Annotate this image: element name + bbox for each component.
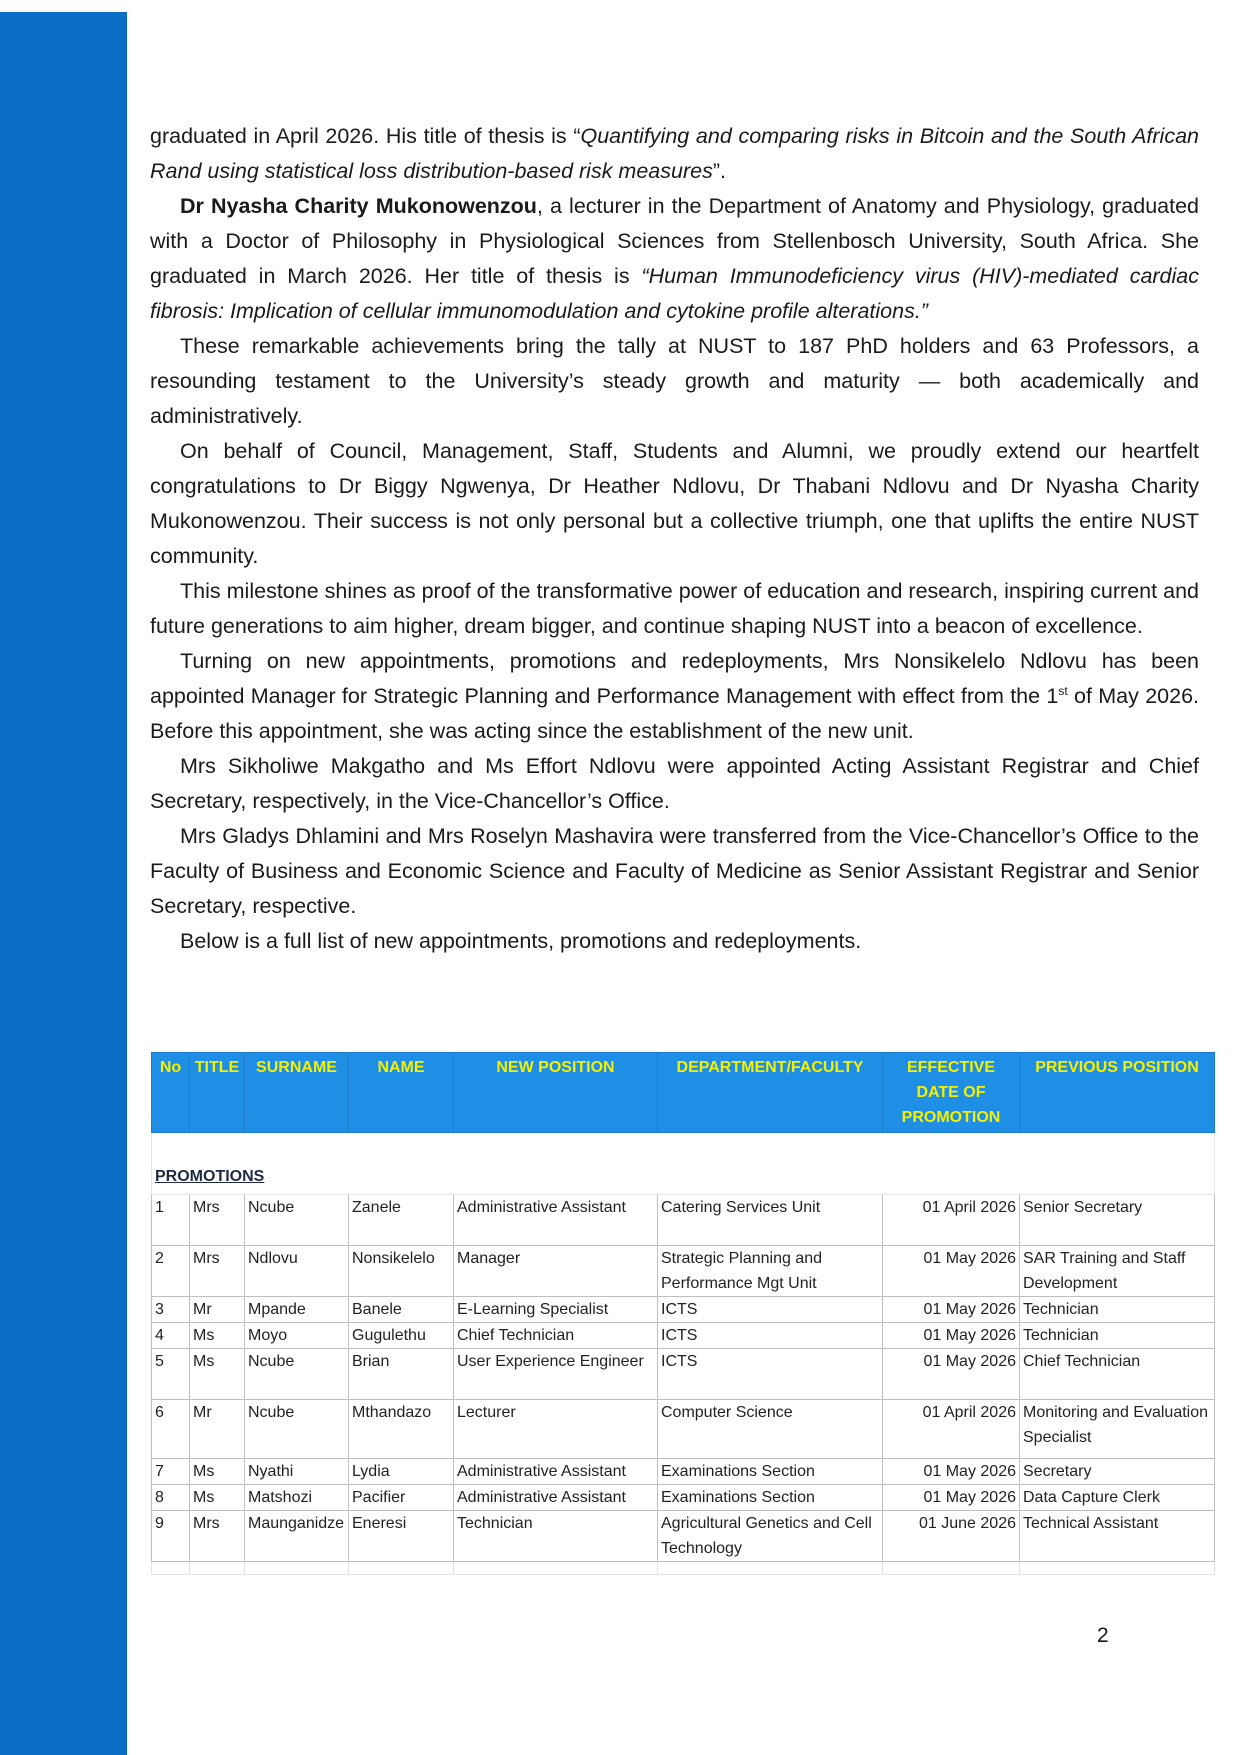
- cell-new-position: Chief Technician: [454, 1323, 658, 1349]
- cell-title: Ms: [190, 1459, 245, 1485]
- paragraph-text: ”.: [712, 159, 726, 183]
- table-row: [152, 1511, 1215, 1562]
- cell-date: 01 May 2026: [883, 1246, 1020, 1297]
- paragraph-6: [150, 644, 1199, 749]
- cell-surname: Ncube: [245, 1195, 349, 1246]
- page-number: 2: [1097, 1624, 1109, 1647]
- paragraph-9: Below is a full list of new appointments, promotions and redeployments.: [180, 929, 862, 953]
- cell-title: Mr: [190, 1400, 245, 1459]
- cell-department: Examinations Section: [658, 1459, 883, 1485]
- cell-department: ICTS: [658, 1297, 883, 1323]
- cell-new-position: Administrative Assistant: [454, 1459, 658, 1485]
- cell-title: Mrs: [190, 1246, 245, 1297]
- paragraph-8: Mrs Gladys Dhlamini and Mrs Roselyn Mashavira were transferred from the Vice-Chancellor’s Office to the Faculty of Business and Economic Science and Faculty of Medicine as Senior Assistant Registrar and Senior Secretary, respective.: [150, 824, 1199, 918]
- cell-surname: Matshozi: [245, 1485, 349, 1511]
- cell-department: ICTS: [658, 1349, 883, 1400]
- table-row: [152, 1485, 1215, 1511]
- cell-surname: Ndlovu: [245, 1246, 349, 1297]
- cell-surname: Moyo: [245, 1323, 349, 1349]
- cell-previous: Technician: [1020, 1297, 1215, 1323]
- cell-name: Pacifier: [349, 1485, 454, 1511]
- cell-name: Banele: [349, 1297, 454, 1323]
- cell-previous: Data Capture Clerk: [1020, 1485, 1215, 1511]
- cell-previous: Technical Assistant: [1020, 1511, 1215, 1562]
- paragraph-3: These remarkable achievements bring the tally at NUST to 187 PhD holders and 63 Professors, a resounding testament to the University’s steady growth and maturity — both academically and administratively.: [150, 334, 1199, 428]
- cell-department: Agricultural Genetics and Cell Technology: [658, 1511, 883, 1562]
- column-header: EFFECTIVE DATE OF PROMOTION: [883, 1053, 1020, 1133]
- cell-name: Eneresi: [349, 1511, 454, 1562]
- article-body: [150, 119, 1199, 959]
- cell-no: 7: [152, 1459, 190, 1485]
- promotions-table-container: [151, 1052, 1214, 1560]
- table-row: [152, 1323, 1215, 1349]
- paragraph-text: , a lecturer in the Department of Anatomy and Physiology, graduated with a Doctor of Philosophy in Physiological Sciences from Stellenbosch University, South Africa. She graduated in March 2026. Her title of thesis is: [150, 194, 1199, 288]
- cell-surname: Ncube: [245, 1400, 349, 1459]
- cell-date: 01 May 2026: [883, 1323, 1020, 1349]
- table-row-empty: [152, 1562, 1215, 1575]
- paragraph-text: graduated in April 2026. His title of thesis is “: [150, 124, 581, 148]
- cell-no: 4: [152, 1323, 190, 1349]
- cell-title: Mr: [190, 1297, 245, 1323]
- table-title-row: [152, 1133, 1215, 1195]
- ordinal-suffix: st: [1058, 683, 1068, 698]
- cell-previous: Chief Technician: [1020, 1349, 1215, 1400]
- cell-surname: Maunganidze: [245, 1511, 349, 1562]
- thesis-title: Quantifying and comparing risks in Bitcoin and the South African Rand using statistical loss distribution-based risk measures: [150, 124, 1199, 183]
- table-row: [152, 1349, 1215, 1400]
- cell-no: 9: [152, 1511, 190, 1562]
- cell-surname: Nyathi: [245, 1459, 349, 1485]
- paragraph-7: Mrs Sikholiwe Makgatho and Ms Effort Ndlovu were appointed Acting Assistant Registrar and Chief Secretary, respectively, in the Vice-Chancellor’s Office.: [150, 754, 1199, 813]
- cell-title: Mrs: [190, 1195, 245, 1246]
- cell-no: 6: [152, 1400, 190, 1459]
- cell-date: 01 May 2026: [883, 1349, 1020, 1400]
- cell-new-position: Administrative Assistant: [454, 1485, 658, 1511]
- person-name: Dr Nyasha Charity Mukonowenzou: [180, 194, 537, 218]
- cell-no: 8: [152, 1485, 190, 1511]
- paragraph-1: [150, 119, 1199, 189]
- cell-name: Lydia: [349, 1459, 454, 1485]
- cell-title: Ms: [190, 1349, 245, 1400]
- column-header: No: [152, 1053, 190, 1133]
- cell-surname: Ncube: [245, 1349, 349, 1400]
- promotions-table: [151, 1052, 1215, 1575]
- cell-department: Computer Science: [658, 1400, 883, 1459]
- side-bar: [0, 12, 127, 1755]
- column-header: PREVIOUS POSITION: [1020, 1053, 1215, 1133]
- paragraph-2: [150, 189, 1199, 329]
- cell-name: Gugulethu: [349, 1323, 454, 1349]
- paragraph-text: of May 2026. Before this appointment, she was acting since the establishment of the new unit.: [150, 684, 1199, 743]
- cell-previous: Technician: [1020, 1323, 1215, 1349]
- cell-new-position: E-Learning Specialist: [454, 1297, 658, 1323]
- cell-previous: Senior Secretary: [1020, 1195, 1215, 1246]
- cell-department: ICTS: [658, 1323, 883, 1349]
- cell-title: Mrs: [190, 1511, 245, 1562]
- thesis-title: “Human Immunodeficiency virus (HIV)-mediated cardiac fibrosis: Implication of cellular immunomodulation and cytokine profile alterations.”: [150, 264, 1199, 323]
- cell-date: 01 April 2026: [883, 1400, 1020, 1459]
- table-row: [152, 1246, 1215, 1297]
- cell-date: 01 May 2026: [883, 1459, 1020, 1485]
- cell-no: 3: [152, 1297, 190, 1323]
- column-header: TITLE: [190, 1053, 245, 1133]
- paragraph-5: This milestone shines as proof of the transformative power of education and research, inspiring current and future generations to aim higher, dream bigger, and continue shaping NUST into a beacon of excellence.: [150, 579, 1199, 638]
- cell-name: Zanele: [349, 1195, 454, 1246]
- cell-date: 01 May 2026: [883, 1485, 1020, 1511]
- cell-name: Brian: [349, 1349, 454, 1400]
- cell-date: 01 May 2026: [883, 1297, 1020, 1323]
- cell-new-position: Technician: [454, 1511, 658, 1562]
- column-header: NEW POSITION: [454, 1053, 658, 1133]
- cell-title: Ms: [190, 1485, 245, 1511]
- column-header: NAME: [349, 1053, 454, 1133]
- cell-surname: Mpande: [245, 1297, 349, 1323]
- cell-title: Ms: [190, 1323, 245, 1349]
- cell-new-position: Administrative Assistant: [454, 1195, 658, 1246]
- cell-name: Nonsikelelo: [349, 1246, 454, 1297]
- table-row: [152, 1297, 1215, 1323]
- column-header: SURNAME: [245, 1053, 349, 1133]
- cell-no: 2: [152, 1246, 190, 1297]
- table-title: PROMOTIONS: [155, 1168, 265, 1185]
- cell-date: 01 June 2026: [883, 1511, 1020, 1562]
- cell-no: 5: [152, 1349, 190, 1400]
- cell-department: Catering Services Unit: [658, 1195, 883, 1246]
- cell-new-position: Lecturer: [454, 1400, 658, 1459]
- cell-previous: SAR Training and Staff Development: [1020, 1246, 1215, 1297]
- cell-previous: Secretary: [1020, 1459, 1215, 1485]
- column-header: DEPARTMENT/FACULTY: [658, 1053, 883, 1133]
- table-row: [152, 1195, 1215, 1246]
- table-header-row: [152, 1053, 1215, 1133]
- cell-department: Examinations Section: [658, 1485, 883, 1511]
- table-row: [152, 1400, 1215, 1459]
- table-row: [152, 1459, 1215, 1485]
- cell-name: Mthandazo: [349, 1400, 454, 1459]
- paragraph-4: On behalf of Council, Management, Staff, Students and Alumni, we proudly extend our heartfelt congratulations to Dr Biggy Ngwenya, Dr Heather Ndlovu, Dr Thabani Ndlovu and Dr Nyasha Charity Mukonowenzou. Their success is not only personal but a collective triumph, one that uplifts the entire NUST community.: [150, 439, 1199, 568]
- cell-date: 01 April 2026: [883, 1195, 1020, 1246]
- cell-new-position: User Experience Engineer: [454, 1349, 658, 1400]
- cell-no: 1: [152, 1195, 190, 1246]
- cell-new-position: Manager: [454, 1246, 658, 1297]
- cell-previous: Monitoring and Evaluation Specialist: [1020, 1400, 1215, 1459]
- cell-department: Strategic Planning and Performance Mgt Unit: [658, 1246, 883, 1297]
- paragraph-text: Turning on new appointments, promotions and redeployments, Mrs Nonsikelelo Ndlovu has been appointed Manager for Strategic Planning and Performance Management with effect from the 1: [150, 649, 1199, 708]
